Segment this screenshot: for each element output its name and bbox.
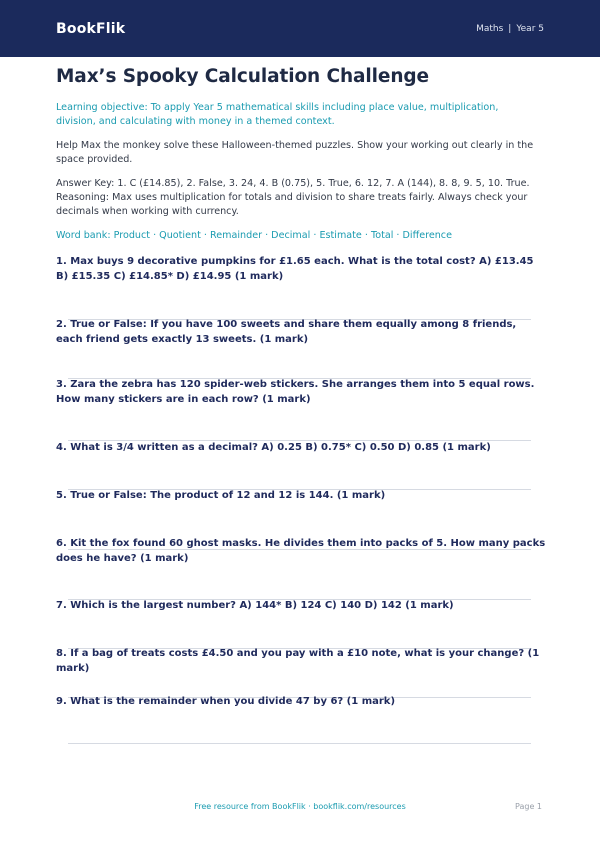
page-footer <box>0 802 600 814</box>
learning-objective: Learning objective: To apply Year 5 mathematical skills including place value, multiplication, division, and calculating with money in a themed context. <box>56 102 499 127</box>
footer-resource-link[interactable]: Free resource from BookFlik · bookflik.com/resources <box>194 802 406 811</box>
page-title: Max’s Spooky Calculation Challenge <box>56 66 429 87</box>
question-2: 2. True or False: If you have 100 sweets and share them equally among 8 friends, each friend gets exactly 13 sweets. (1 mark) <box>56 319 517 345</box>
instructions: Help Max the monkey solve these Halloween-themed puzzles. Show your working out clearly in the space provided. <box>56 140 534 165</box>
meta-separator: | <box>508 23 512 34</box>
answer-key: Answer Key: 1. C (£14.85), 2. False, 3. 24, 4. B (0.75), 5. True, 6. 12, 7. A (144), 8. 8, 9. 5, 10. True. Reasoning: Max uses multiplication for totals and division to share treats fairly. Always check your decimals when working with currency. <box>56 178 530 217</box>
page-number: Page 1 <box>515 802 542 811</box>
worksheet-intro <box>56 64 540 257</box>
question-7: 7. Which is the largest number? A) 144* B) 124 C) 140 D) 142 (1 mark) <box>56 600 454 611</box>
word-bank: Word bank: Product · Quotient · Remainder · Decimal · Estimate · Total · Difference <box>56 230 452 241</box>
header-meta <box>476 24 544 34</box>
answer-line-9[interactable] <box>68 743 531 744</box>
year-label: Year 5 <box>516 23 544 34</box>
question-3: 3. Zara the zebra has 120 spider-web stickers. She arranges them into 5 equal rows. How many stickers are in each row? (1 mark) <box>56 379 535 405</box>
question-5: 5. True or False: The product of 12 and 12 is 144. (1 mark) <box>56 490 386 501</box>
header-bar <box>0 0 600 57</box>
brand-logo[interactable]: BookFlik <box>56 20 126 37</box>
subject-label: Maths <box>476 23 504 34</box>
question-6: 6. Kit the fox found 60 ghost masks. He divides them into packs of 5. How many packs does he have? (1 mark) <box>56 538 546 564</box>
question-8: 8. If a bag of treats costs £4.50 and you pay with a £10 note, what is your change? (1 mark) <box>56 648 540 674</box>
question-4: 4. What is 3/4 written as a decimal? A) 0.25 B) 0.75* C) 0.50 D) 0.85 (1 mark) <box>56 442 491 453</box>
question-9: 9. What is the remainder when you divide 47 by 6? (1 mark) <box>56 696 396 707</box>
question-1: 1. Max buys 9 decorative pumpkins for £1.65 each. What is the total cost? A) £13.45 B) £15.35 C) £14.85* D) £14.95 (1 mark) <box>56 256 534 282</box>
